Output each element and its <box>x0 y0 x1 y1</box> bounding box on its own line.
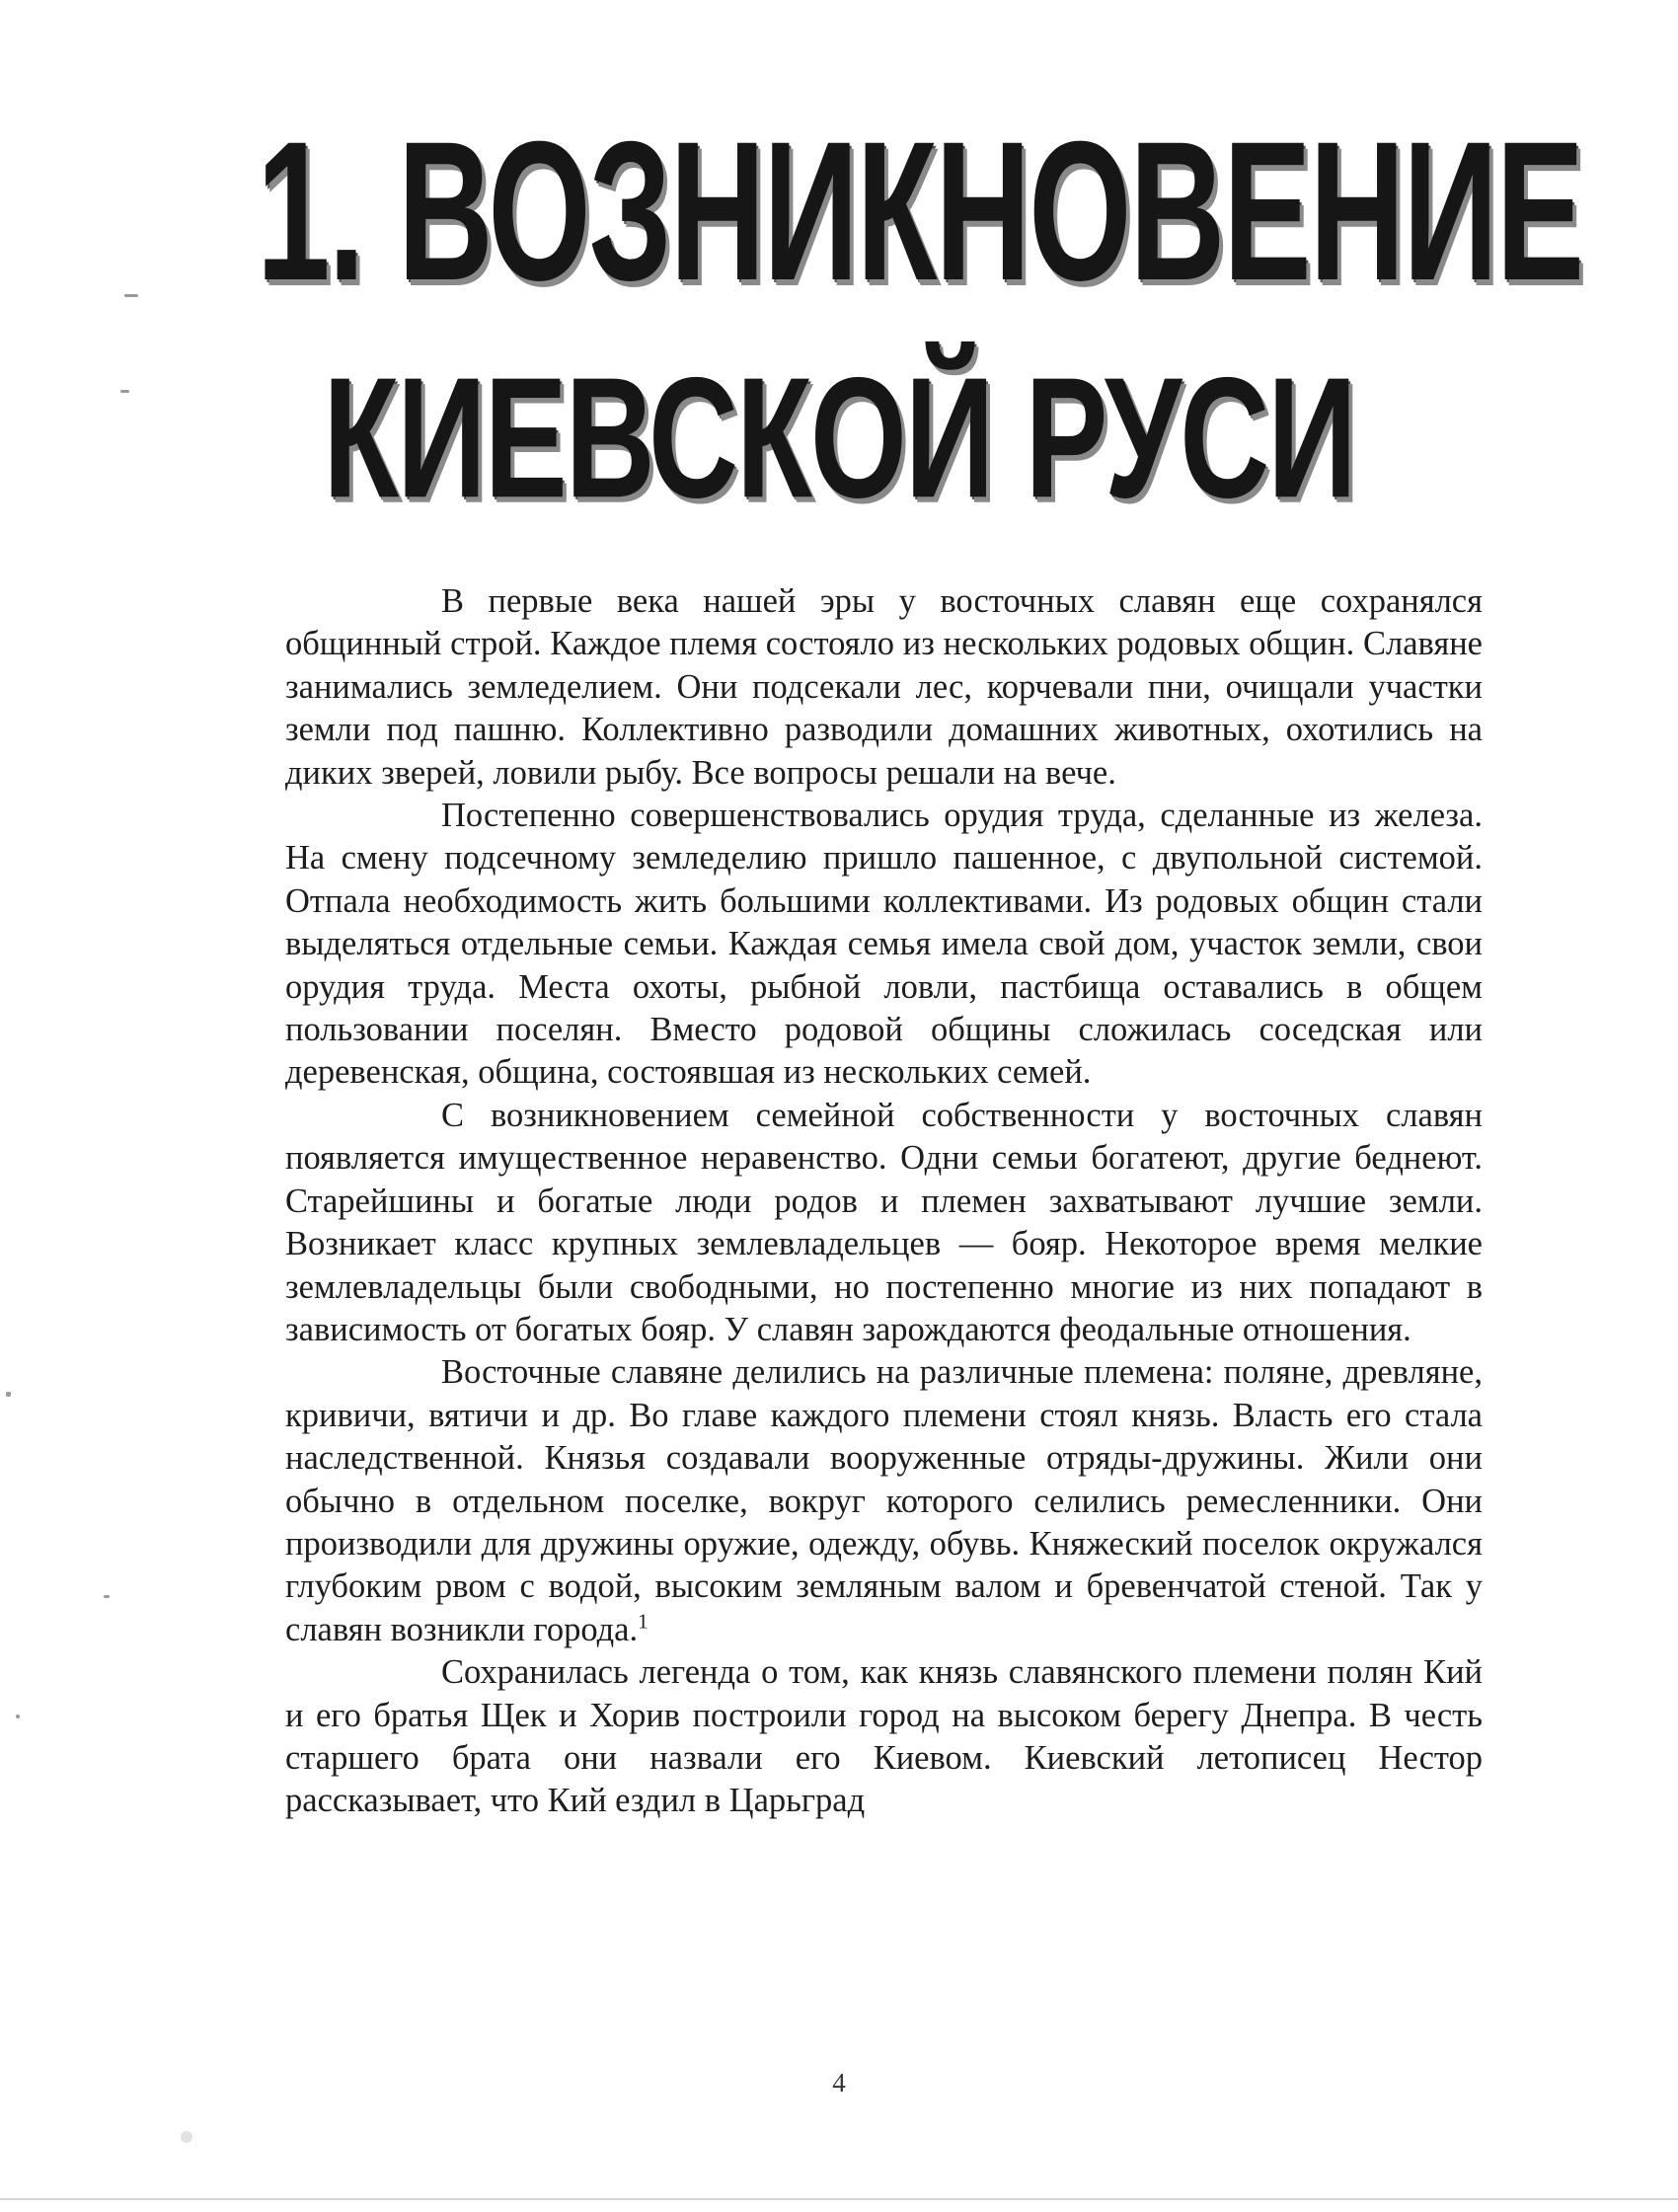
paragraph-2: Постепенно совершенствовались орудия труда, сделанные из железа. На смену подсечному земледелию пришло пашенное, с двупольной системой. Отпала необходимость жить большими коллективами. Из родовых общин стали выделяться отдельные семьи. Каждая семья имела свой дом, участок земли, свои орудия труда. Места охоты, рыбной ловли, пастбища оставались в общем пользовании поселян. Вместо родовой общины сложилась соседская или деревенская, община, состоявшая из нескольких семей. <box>285 797 1483 1092</box>
scan-speck <box>6 1392 11 1397</box>
page-number: 4 <box>832 2068 846 2098</box>
scan-edge-line <box>0 2198 1678 2200</box>
scan-speck <box>120 390 129 393</box>
paragraph-4-text: Восточные славяне делились на различные племена: поляне, древляне, кривичи, вятичи и др. Во главе каждого племени стоял князь. Власть его стала наследственной. Князья создавали вооруженные отряды-дружины. Жили они обычно в отдельном поселке, вокруг которого селились ремесленники. Они производили для дружины оружие, одежду, обувь. Княжеский поселок окружался глубоким рвом с водой, высоким земляным валом и бревенчатой стеной. Так у славян возникли города. <box>285 1353 1483 1648</box>
scan-speck <box>124 294 138 297</box>
chapter-title-line-1: 1. ВОЗНИКНОВЕНИЕ <box>257 102 1583 323</box>
paragraph-4 <box>285 1351 1483 1651</box>
footnote-reference: 1 <box>638 1609 648 1634</box>
scan-speck <box>104 1595 110 1598</box>
body-text <box>285 580 1483 1823</box>
paragraph-1: В первые века нашей эры у восточных славян еще сохранялся общинный строй. Каждое племя состояло из нескольких родовых общин. Славяне занимались земледелием. Они подсекали лес, корчевали пни, очищали участки земли под пашню. Коллективно разводили домашних животных, охотились на диких зверей, ловили рыбу. Все вопросы решали на вече. <box>285 582 1483 792</box>
paragraph-5: Сохранилась легенда о том, как князь славянского племени полян Кий и его братья Щек и Хорив построили город на высоком берегу Днепра. В честь старшего брата они назвали его Киевом. Киевский летописец Нестор рассказывает, что Кий ездил в Царьград <box>285 1653 1483 1820</box>
paragraph-3: С возникновением семейной собственности у восточных славян появляется имущественное неравенство. Одни семьи богатеют, другие беднеют. Старейшины и богатые люди родов и племен захватывают лучшие земли. Возникает класс крупных землевладельцев — бояр. Некоторое время мелкие землевладельцы были свободными, но постепенно многие из них попадают в зависимость от богатых бояр. У славян зарождаются феодальные отношения. <box>285 1096 1483 1348</box>
chapter-title-line-2: КИЕВСКОЙ РУСИ <box>323 341 1355 534</box>
chapter-title <box>257 102 1583 534</box>
scan-speck <box>16 1715 20 1718</box>
scan-speck <box>181 2131 192 2143</box>
